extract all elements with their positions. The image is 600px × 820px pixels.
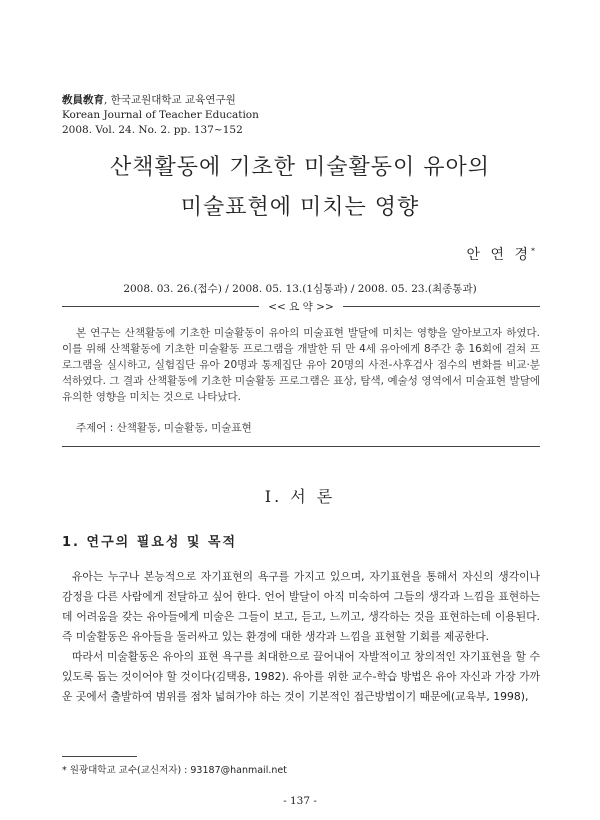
journal-name: 敎員敎育 [62,94,104,106]
journal-line-1 [62,93,259,108]
paragraph: 유아는 누구나 본능적으로 자기표현의 욕구를 가지고 있으며, 자기표현을 통해서 자신의 생각이나 감정을 다른 사람에게 전달하고 싶어 한다. 언어 발달이 아직 미숙하여 그들의 생각과 느낌을 표현하는데 어려움을 갖는 유아들에게 미술은 그들이 보고, 듣고, 느끼고, 생각하는 것을 표현하는데 이용된다. 즉 미술활동은 유아들을 둘러싸고 있는 환경에 대한 생각과 느낌을 표현할 기회를 제공한다. [62,570,540,643]
paper-title-line-1: 산책활동에 기초한 미술활동이 유아의 [109,155,490,180]
abstract-label: << 요 약 >> [268,301,334,313]
journal-english-name: Korean Journal of Teacher Education [62,109,259,121]
page-number: - 137 - [283,795,317,807]
paragraph: 따라서 미술활동은 유아의 표현 욕구를 최대한으로 끌어내어 자발적이고 창의적인 자기표현을 할 수 있도록 돕는 것이어야 할 것이다(김택용, 1982). 유아를 위한 교수-학습 방법은 유아 자신과 가장 가까운 곳에서 출발하여 범위를 점차 넓혀가야 하는 것이 기본적인 접근방법이기 때문에(교육부, 1998), [62,650,540,703]
journal-info [62,93,259,138]
journal-volume: 2008. Vol. 24. No. 2. pp. 137~152 [62,124,243,136]
footnote: * 원광대학교 교수(교신저자) : 93187@hanmail.net [62,765,287,776]
journal-publisher: , 한국교원대학교 교육연구원 [104,94,236,106]
footnote-rule [62,756,137,757]
submission-dates: 2008. 03. 26.(접수) / 2008. 05. 13.(1심통과) / 2008. 05. 23.(최종통과) [123,283,477,295]
abstract-bottom-rule [62,446,540,447]
section-heading: Ⅰ. 서 론 [264,487,336,506]
abstract-rule-right [343,306,540,307]
body-text [62,567,540,707]
subsection-heading: 1. 연구의 필요성 및 목적 [62,535,238,550]
paper-title-line-2: 미술표현에 미치는 영향 [180,195,420,220]
author-name: 안 연 경 [466,247,531,263]
author-footnote-mark: * [531,246,535,256]
abstract-text: 본 연구는 산책활동에 기초한 미술활동이 유아의 미술표현 발달에 미치는 영향을 알아보고자 하였다. 이를 위해 산책활동에 기초한 미술활동 프로그램을 개발한 뒤 만 4세 유아에게 8주간 총 16회에 걸쳐 프로그램을 실시하고, 실험집단 유아 20명과 통제집단 유아 20명의 사전-사후검사 점수의 변화를 비교·분석하였다. 그 결과 산책활동에 기초한 미술활동 프로그램은 표상, 탐색, 예술성 영역에서 미술표현 발달에 유의한 영향을 미치는 것으로 나타났다. [62,327,540,403]
keywords: 주제어 : 산책활동, 미술활동, 미술표현 [76,422,252,434]
abstract-body [62,325,540,405]
author [467,244,535,264]
